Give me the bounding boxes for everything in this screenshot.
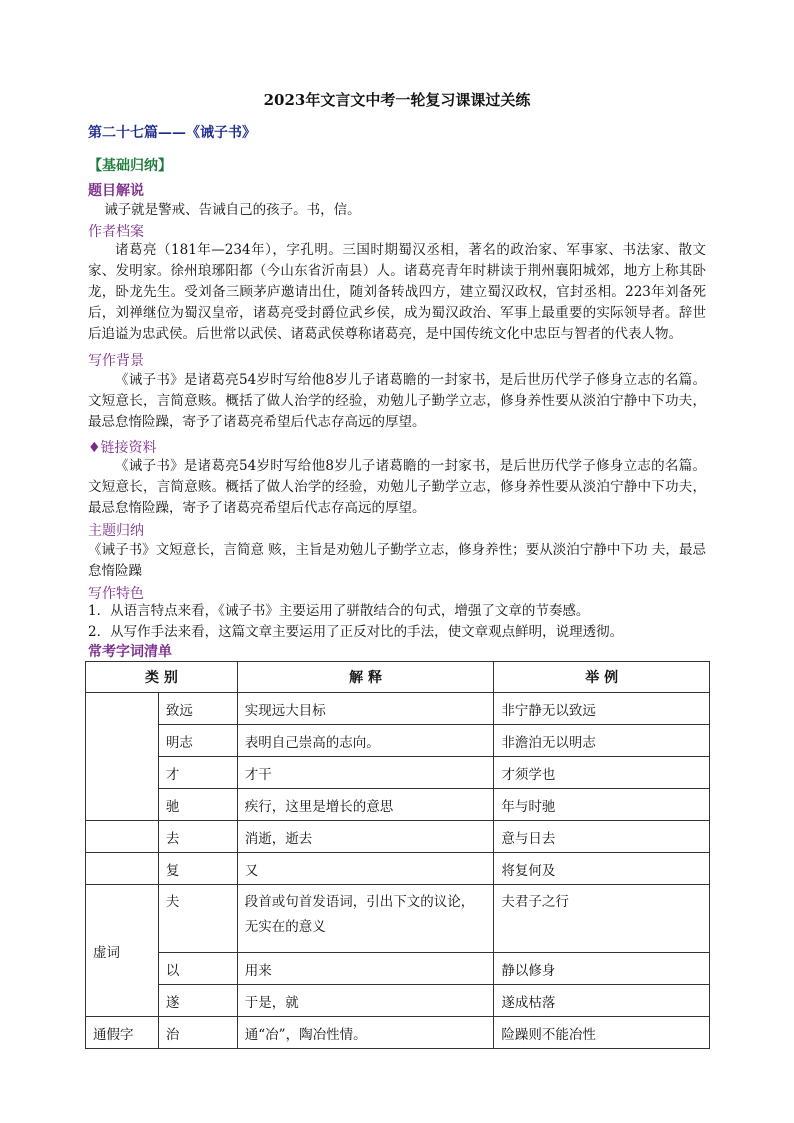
table-header-row bbox=[86, 662, 710, 693]
table-row bbox=[86, 789, 710, 821]
example-cell: 将复何及 bbox=[494, 853, 710, 885]
table-row bbox=[86, 1017, 710, 1049]
meaning-cell: 通“冶”，陶冶性情。 bbox=[237, 1017, 494, 1049]
category-cell-empty bbox=[86, 693, 159, 821]
word-cell: 驰 bbox=[158, 789, 237, 821]
section-heading-background: 写作背景 bbox=[88, 353, 144, 369]
category-cell-empty bbox=[86, 821, 159, 853]
basic-summary-tag: 【基础归纳】 bbox=[88, 158, 172, 174]
word-cell: 治 bbox=[158, 1017, 237, 1049]
meaning-cell: 表明自己崇高的志向。 bbox=[237, 725, 494, 757]
link-text: 《诫子书》是诸葛亮54岁时写给他8岁儿子诸葛瞻的一封家书，是后世历代学子修身立志的名篇。文短意长，言简意赅。概括了做人治学的经验，劝勉儿子勤学立志，修身养性要从淡泊宁静中下功夫，最忌怠惰险躁，寄予了诸葛亮希望后代志存高远的厚望。 bbox=[88, 458, 706, 516]
table-row bbox=[86, 725, 710, 757]
word-cell: 致远 bbox=[158, 693, 237, 725]
example-cell: 年与时驰 bbox=[494, 789, 710, 821]
word-cell: 才 bbox=[158, 757, 237, 789]
background-text: 《诫子书》是诸葛亮54岁时写给他8岁儿子诸葛瞻的一封家书，是后世历代学子修身立志的名篇。文短意长，言简意赅。概括了做人治学的经验，劝勉儿子勤学立志，修身养性要从淡泊宁静中下功夫，最忌怠惰险躁，寄予了诸葛亮希望后代志存高远的厚望。 bbox=[88, 372, 706, 430]
header-meaning: 解 释 bbox=[237, 662, 494, 693]
meaning-cell: 消逝，逝去 bbox=[237, 821, 494, 853]
vocabulary-table bbox=[85, 661, 710, 1049]
word-cell: 夫 bbox=[158, 885, 237, 953]
table-row bbox=[86, 757, 710, 789]
meaning-cell: 段首或句首发语词，引出下文的议论，无实在的意义 bbox=[237, 885, 494, 953]
category-cell-empty bbox=[86, 853, 159, 885]
author-text: 诸葛亮（181年—234年），字孔明。三国时期蜀汉丞相，著名的政治家、军事家、书法家、散文家、发明家。徐州琅琊阳都（今山东省沂南县）人。诸葛亮青年时耕读于荆州襄阳城郊，地方上称其卧龙，卧龙先生。受刘备三顾茅庐邀请出仕，随刘备转战四方，建立蜀汉政权，官封丞相。223年刘备死后，刘禅继位为蜀汉皇帝，诸葛亮受封爵位武乡侯，成为蜀汉政治、军事上最重要的实际领导者。辞世后追谥为忠武侯。后世常以武侯、诸葛武侯尊称诸葛亮，是中国传统文化中忠臣与智者的代表人物。 bbox=[88, 242, 706, 342]
feature-item-2: 2．从写作手法来看，这篇文章主要运用了正反对比的手法，使文章观点鲜明，说理透彻。 bbox=[88, 624, 624, 640]
example-cell: 才须学也 bbox=[494, 757, 710, 789]
example-cell: 夫君子之行 bbox=[494, 885, 710, 953]
section-heading-features: 写作特色 bbox=[88, 586, 144, 602]
chapter-heading: 第二十七篇——《诫子书》 bbox=[88, 125, 256, 141]
feature-item-1: 1．从语言特点来看，《诫子书》主要运用了骈散结合的句式，增强了文章的节奏感。 bbox=[88, 603, 590, 619]
category-cell-xuci: 虚词 bbox=[86, 885, 159, 1017]
meaning-cell: 才干 bbox=[237, 757, 494, 789]
word-cell: 复 bbox=[158, 853, 237, 885]
table-row bbox=[86, 853, 710, 885]
section-heading-link: ♦链接资料 bbox=[88, 440, 157, 456]
header-example: 举 例 bbox=[494, 662, 710, 693]
meaning-cell: 实现远大目标 bbox=[237, 693, 494, 725]
page-title: 2023年文言文中考一轮复习课课过关练 bbox=[263, 91, 531, 109]
word-cell: 明志 bbox=[158, 725, 237, 757]
explain-text: 诫子就是警戒、告诫自己的孩子。书，信。 bbox=[104, 202, 361, 218]
meaning-cell: 又 bbox=[237, 853, 494, 885]
word-cell: 去 bbox=[158, 821, 237, 853]
category-cell-tongjia: 通假字 bbox=[86, 1017, 159, 1049]
table-row bbox=[86, 693, 710, 725]
example-cell: 非宁静无以致远 bbox=[494, 693, 710, 725]
section-heading-theme: 主题归纳 bbox=[88, 523, 144, 539]
word-cell: 遂 bbox=[158, 985, 237, 1017]
meaning-cell: 于是，就 bbox=[237, 985, 494, 1017]
meaning-cell: 疾行，这里是增长的意思 bbox=[237, 789, 494, 821]
example-cell: 遂成枯落 bbox=[494, 985, 710, 1017]
meaning-cell: 用来 bbox=[237, 953, 494, 985]
example-cell: 非澹泊无以明志 bbox=[494, 725, 710, 757]
table-row bbox=[86, 953, 710, 985]
word-cell: 以 bbox=[158, 953, 237, 985]
table-row bbox=[86, 985, 710, 1017]
section-heading-explain: 题目解说 bbox=[88, 183, 144, 199]
section-heading-author: 作者档案 bbox=[88, 224, 144, 240]
theme-text: 《诫子书》文短意长，言简意 赅，主旨是劝勉儿子勤学立志，修身养性；要从淡泊宁静中下功 夫，最忌怠惰险躁 bbox=[88, 542, 706, 579]
section-heading-words: 常考字词清单 bbox=[88, 644, 172, 660]
table-row bbox=[86, 821, 710, 853]
example-cell: 静以修身 bbox=[494, 953, 710, 985]
table-row bbox=[86, 885, 710, 953]
example-cell: 险躁则不能冶性 bbox=[494, 1017, 710, 1049]
header-category: 类 别 bbox=[86, 662, 238, 693]
example-cell: 意与日去 bbox=[494, 821, 710, 853]
